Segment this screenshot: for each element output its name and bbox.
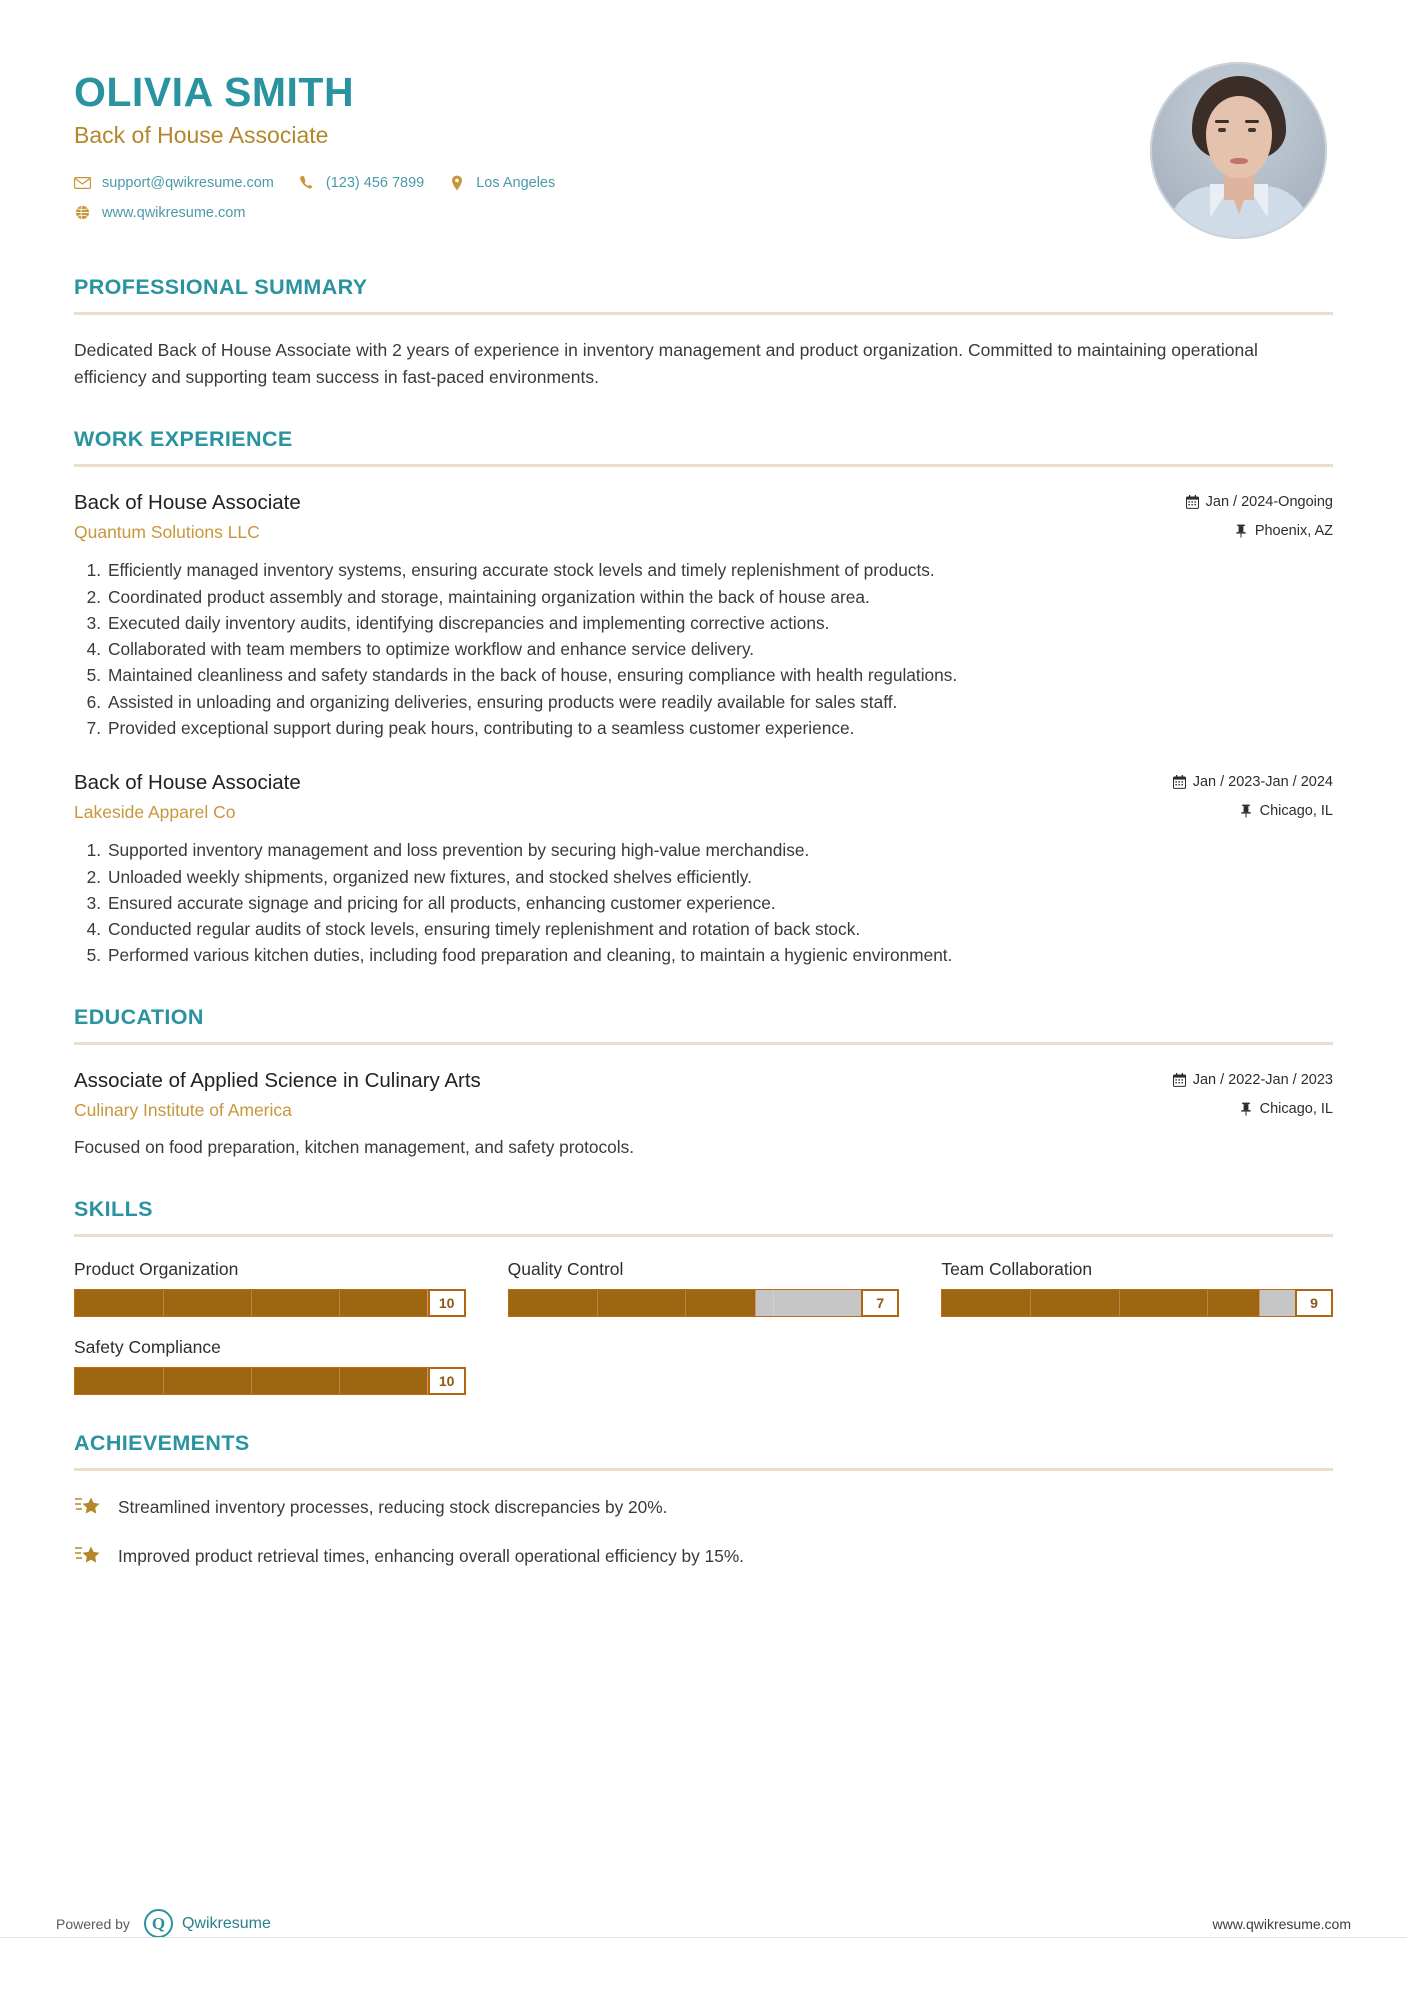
achievement-item [74,1495,1333,1520]
work-date [1186,494,1333,510]
bullet-text: Unloaded weekly shipments, organized new fixtures, and stocked shelves efficiently. [108,866,752,887]
contact-website[interactable] [74,204,245,221]
work-company: Quantum Solutions LLC [74,522,260,543]
contact-phone-text: (123) 456 7899 [325,174,425,191]
section-education [74,1005,1333,1161]
education-date [1173,1072,1333,1088]
bullet-item [74,636,1333,662]
bullet-text: Collaborated with team members to optimize workflow and enhance service delivery. [108,639,755,660]
resume-header [74,56,1333,239]
skill-item [941,1259,1333,1317]
candidate-name: OLIVIA SMITH [74,69,355,115]
section-work-experience [74,427,1333,968]
education-school: Culinary Institute of America [74,1099,292,1120]
achievements-list [74,1495,1333,1569]
bullet-number: 1. [86,840,101,861]
bullet-text: Performed various kitchen duties, including food preparation and cleaning, to maintain a hygienic environment. [108,945,953,966]
bullet-text: Provided exceptional support during peak hours, contributing to a seamless customer experience. [108,717,855,738]
header-identity [74,56,579,234]
star-award-icon [74,1545,104,1569]
bullet-text: Supported inventory management and loss prevention by securing high-value merchandise. [108,840,810,861]
section-title-education: EDUCATION [74,1004,204,1029]
work-entry [74,771,1333,968]
summary-text: Dedicated Back of House Associate with 2 years of experience in inventory management and product organization. Committed to maintaining operational efficiency and supporting team success in fast-paced environments. [74,340,1258,388]
section-title-work: WORK EXPERIENCE [74,427,293,452]
skill-item [74,1337,466,1395]
section-achievements [74,1431,1333,1569]
bullet-text: Assisted in unloading and organizing deliveries, ensuring products were readily available for sales staff. [108,691,898,712]
contact-phone[interactable] [298,174,424,191]
bullet-number: 2. [86,586,101,607]
skill-label: Quality Control [507,1258,624,1279]
contact-row-primary [74,174,579,191]
bullet-number: 2. [86,866,101,887]
phone-icon [298,174,315,191]
work-entry-subheader [74,522,1333,543]
work-entry [74,491,1333,741]
pushpin-icon [1240,804,1253,818]
work-company: Lakeside Apparel Co [74,802,236,823]
bullet-text: Coordinated product assembly and storage, maintaining organization within the back of house area. [108,586,870,607]
bullet-item [74,557,1333,583]
contact-row-secondary [74,204,579,221]
section-divider [74,464,1333,467]
contact-email-text: support@qwikresume.com [102,174,274,191]
bullet-number: 7. [86,717,101,738]
bullet-item [74,715,1333,741]
work-location [1235,523,1333,539]
bullet-text: Conducted regular audits of stock levels, ensuring timely replenishment and rotation of back stock. [108,919,861,940]
education-degree: Associate of Applied Science in Culinary Arts [74,1068,481,1092]
bullet-item [74,916,1333,942]
education-entry-subheader [74,1100,1333,1121]
skill-item [74,1259,466,1317]
section-title-summary: PROFESSIONAL SUMMARY [74,275,368,299]
work-bullets [74,557,1333,741]
pushpin-icon [1235,524,1248,538]
section-title-skills: SKILLS [74,1196,153,1221]
bullet-item [74,942,1333,968]
achievement-item [74,1544,1333,1569]
footer-site-url[interactable]: www.qwikresume.com [1212,1915,1351,1932]
skill-label: Team Collaboration [941,1258,1093,1279]
bullet-number: 3. [86,612,101,633]
education-entry-header [74,1069,1333,1093]
skill-label: Product Organization [74,1258,239,1279]
skill-bar-track [941,1289,1295,1317]
calendar-icon [1173,775,1186,789]
star-award-icon [74,1496,104,1520]
bullet-text: Executed daily inventory audits, identifying discrepancies and implementing corrective actions. [108,612,830,633]
globe-icon [74,204,91,221]
work-date-text: Jan / 2024-Ongoing [1205,494,1333,511]
contact-location [448,174,555,191]
avatar-ring [1150,62,1327,239]
work-location-text: Phoenix, AZ [1254,523,1333,540]
work-entry-header [74,491,1333,515]
bullet-number: 4. [86,639,101,660]
work-location [1240,803,1333,819]
work-date [1173,774,1333,790]
footer-divider [0,1937,1407,1938]
work-job-title: Back of House Associate [74,771,301,795]
bullet-item [74,584,1333,610]
education-location-text: Chicago, IL [1259,1100,1333,1117]
powered-by-label: Powered by [56,1915,130,1932]
contact-block [74,174,579,221]
bullet-item [74,610,1333,636]
skill-bar-fill [509,1290,756,1316]
education-date-text: Jan / 2022-Jan / 2023 [1192,1071,1333,1088]
calendar-icon [1173,1073,1186,1087]
page-footer [0,1909,1407,1938]
skill-item [508,1259,900,1317]
education-note: Focused on food preparation, kitchen management, and safety protocols. [74,1136,635,1157]
skill-bar-track [508,1289,862,1317]
work-entry-header [74,771,1333,795]
section-title-achievements: ACHIEVEMENTS [74,1430,250,1455]
skill-bar-fill [942,1290,1259,1316]
footer-branding [56,1909,271,1938]
location-pin-icon [448,174,465,191]
bullet-item [74,689,1333,715]
contact-email[interactable] [74,174,274,191]
skill-rating-bar [74,1289,466,1317]
work-job-title: Back of House Associate [74,491,301,515]
skill-bar-track [74,1289,428,1317]
skill-rating-bar [74,1367,466,1395]
bullet-number: 5. [86,665,101,686]
work-bullets [74,837,1333,968]
bullet-number: 1. [86,560,101,581]
contact-location-text: Los Angeles [476,174,556,191]
avatar [1150,62,1327,239]
skill-label: Safety Compliance [74,1336,221,1357]
bullet-number: 5. [86,945,101,966]
achievement-text: Improved product retrieval times, enhancing overall operational efficiency by 15%. [118,1545,744,1566]
brand-name[interactable]: Qwikresume [181,1914,271,1932]
section-divider [74,1234,1333,1237]
education-entry [74,1069,1333,1161]
bullet-text: Maintained cleanliness and safety standards in the back of house, ensuring compliance with health regulations. [108,665,958,686]
bullet-number: 6. [86,691,101,712]
bullet-number: 3. [86,892,101,913]
achievement-text: Streamlined inventory processes, reducing stock discrepancies by 20%. [118,1496,668,1517]
skills-grid [74,1259,1333,1395]
skill-rating-bar [941,1289,1333,1317]
candidate-role: Back of House Associate [74,122,329,149]
pushpin-icon [1240,1102,1253,1116]
work-entry-subheader [74,802,1333,823]
section-divider [74,1042,1333,1045]
education-location [1240,1101,1333,1117]
bullet-item [74,837,1333,863]
envelope-icon [74,174,91,191]
bullet-number: 4. [86,919,101,940]
skill-value: 10 [428,1367,466,1395]
skill-value: 9 [1295,1289,1333,1317]
skill-value: 7 [861,1289,899,1317]
work-location-text: Chicago, IL [1259,803,1333,820]
contact-website-text: www.qwikresume.com [102,204,246,221]
calendar-icon [1186,495,1199,509]
section-professional-summary [74,275,1333,391]
bullet-text: Efficiently managed inventory systems, ensuring accurate stock levels and timely replenishment of products. [108,560,935,581]
bullet-item [74,662,1333,688]
section-divider [74,1468,1333,1471]
skill-value: 10 [428,1289,466,1317]
work-date-text: Jan / 2023-Jan / 2024 [1192,774,1333,791]
section-skills [74,1197,1333,1395]
skill-bar-track [74,1367,428,1395]
bullet-item [74,890,1333,916]
bullet-item [74,864,1333,890]
bullet-text: Ensured accurate signage and pricing for all products, enhancing customer experience. [108,892,776,913]
section-divider [74,312,1333,315]
skill-rating-bar [508,1289,900,1317]
qwikresume-logo-icon: Q [144,1909,173,1938]
